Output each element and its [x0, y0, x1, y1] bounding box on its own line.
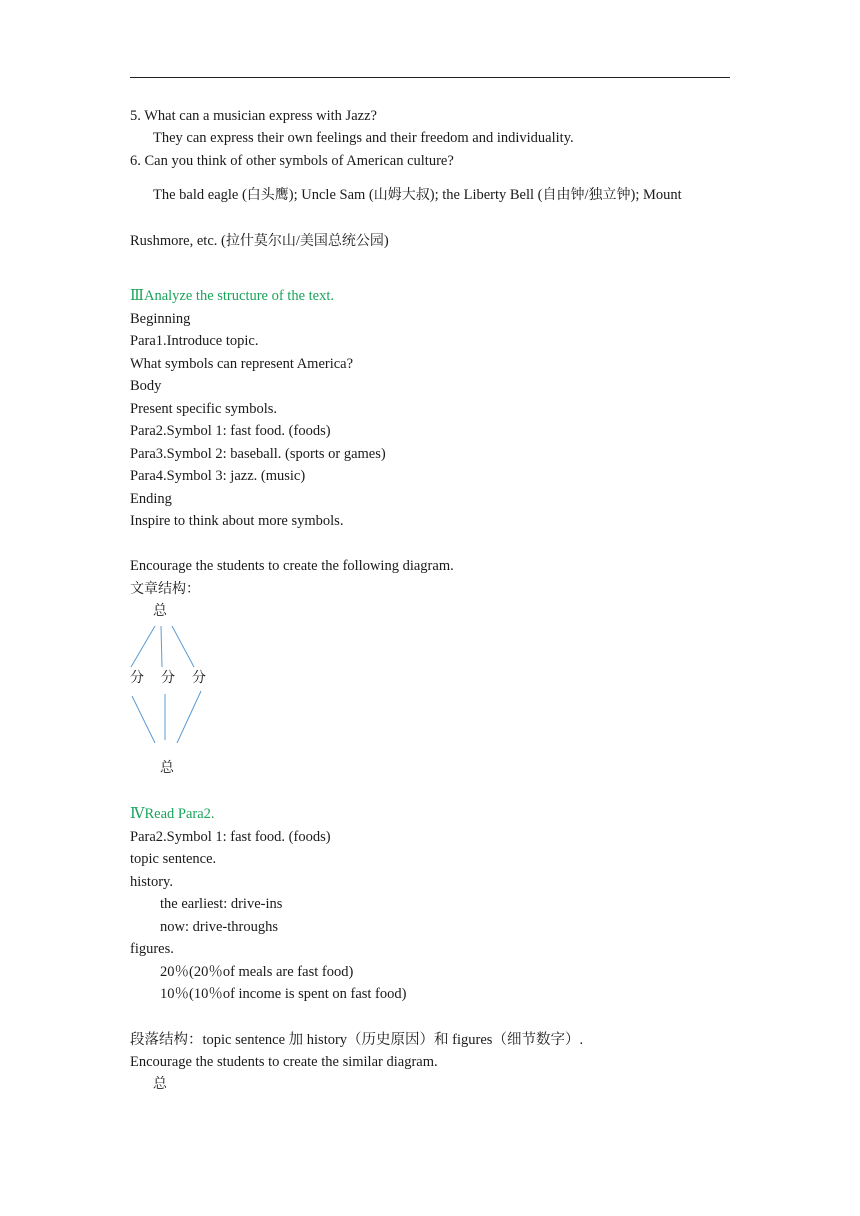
- header-rule: [130, 77, 730, 78]
- diagram-mid-node: 分: [192, 670, 206, 686]
- diagram-top-node: 总: [153, 1076, 167, 1092]
- structure-line: Para4.Symbol 3: jazz. (music): [130, 468, 306, 484]
- para2-line: history.: [130, 874, 173, 890]
- connector-line: [177, 691, 201, 743]
- structure-line: Ending: [130, 491, 172, 507]
- question-5: 5. What can a musician express with Jazz?: [130, 108, 377, 124]
- connector-line: [131, 626, 155, 667]
- answer-6-line-1: The bald eagle (白头鹰); Uncle Sam (山姆大叔); the Liberty Bell (自由钟/独立钟); Mount: [153, 187, 682, 203]
- history-item: now: drive-throughs: [160, 919, 278, 935]
- diagram-title: 文章结构：: [130, 581, 200, 597]
- history-item: the earliest: drive-ins: [160, 896, 283, 912]
- structure-line: Para1.Introduce topic.: [130, 333, 259, 349]
- structure-line: Beginning: [130, 311, 191, 327]
- structure-line: Para3.Symbol 2: baseball. (sports or games): [130, 446, 386, 462]
- answer-5: They can express their own feelings and their freedom and individuality.: [153, 130, 574, 146]
- figures-item: 20％(20％of meals are fast food): [160, 964, 354, 980]
- encourage-similar-line: Encourage the students to create the similar diagram.: [130, 1054, 438, 1070]
- structure-line: Inspire to think about more symbols.: [130, 513, 344, 529]
- diagram-mid-node: 分: [161, 670, 175, 686]
- para2-line: Para2.Symbol 1: fast food. (foods): [130, 829, 331, 845]
- diagram-mid-node: 分: [130, 670, 144, 686]
- diagram-top-node: 总: [153, 603, 167, 619]
- figures-item: 10％(10％of income is spent on fast food): [160, 986, 407, 1002]
- section-4-heading: ⅣRead Para2.: [130, 806, 215, 822]
- structure-line: Present specific symbols.: [130, 401, 277, 417]
- connector-line: [172, 626, 194, 667]
- diagram-bottom-node: 总: [160, 760, 174, 776]
- encourage-line: Encourage the students to create the following diagram.: [130, 558, 454, 574]
- question-6: 6. Can you think of other symbols of American culture?: [130, 153, 454, 169]
- answer-6-line-2: Rushmore, etc. (拉什莫尔山/美国总统公园): [130, 233, 389, 249]
- connector-line: [132, 696, 155, 743]
- structure-note: 段落结构：topic sentence 加 history（历史原因）和 figures（细节数字）.: [130, 1032, 584, 1048]
- structure-line: What symbols can represent America?: [130, 356, 354, 372]
- figures-label: figures.: [130, 941, 174, 957]
- section-3-heading: ⅢAnalyze the structure of the text.: [130, 288, 335, 304]
- structure-line: Body: [130, 378, 162, 394]
- connector-line: [161, 626, 162, 667]
- structure-line: Para2.Symbol 1: fast food. (foods): [130, 423, 331, 439]
- para2-line: topic sentence.: [130, 851, 217, 867]
